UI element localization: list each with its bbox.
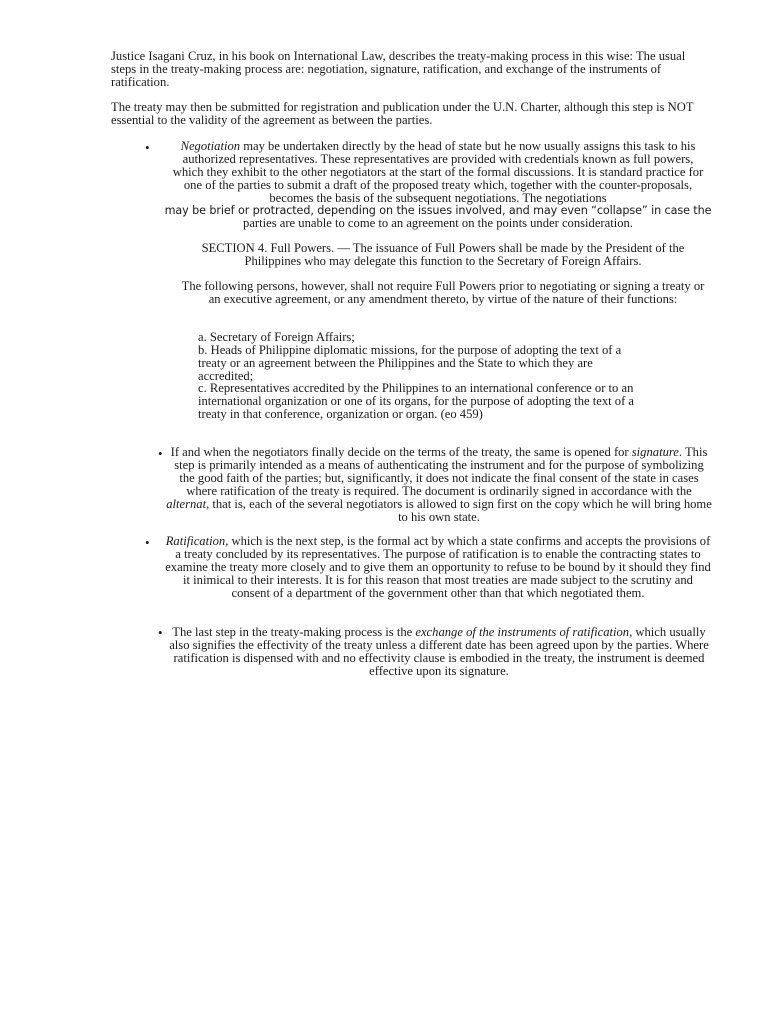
signature-text-b: . This step is primarily intended as a means of authenticating the instrument and for the purpose of symbolizing the good faith of the parties; but, significantly, it does not indicate the final consent of the state in cases where ratification of the treaty is required. The document is ordinarily signed in accordance with the [174,445,708,498]
negotiation-text-a: may be undertaken directly by the head of state but he now usually assigns this task to his authorized representatives. These representatives are provided with credentials known as full powers, which they exhibit to the other negotiators at the start of the formal discussions. It is standard practice for one of the parties to submit a draft of the proposed treaty which, together with the counter-proposals, becomes the basis of the subsequent negotiations. The negotiations [172,139,704,205]
ratification-text: , which is the next step, is the formal act by which a state confirms and accepts the provisions of a treaty concluded by its representatives. The purpose of ratification is to enable the contracting states to examine the treaty more closely and to give them an opportunity to refuse to be bound by it should they find it inimical to their interests. It is for this reason that most treaties are made subject to the scrutiny and consent of a department of the government other than that which negotiated them. [165,534,711,600]
negotiation-text-c: parties are unable to come to an agreement on the points under consideration. [243,216,633,231]
bullet-icon: • [145,535,150,550]
alternat-term: alternat [166,496,207,511]
bullet-icon: • [145,140,150,155]
signature-text-a: If and when the negotiators finally decide on the terms of the treaty, the same is opened for [170,445,632,459]
negotiation-text-b: may be brief or protracted, depending on the issues involved, and may even “collapse” in case the [164,203,712,217]
following-persons-paragraph: The following persons, however, shall not require Full Powers prior to negotiating or signing a treaty or an executive agreement, or any amendment thereto, by virtue of the nature of their functions: [181,279,705,306]
exchange-term: exchange of the instruments of ratification [415,625,630,639]
section-4-paragraph: SECTION 4. Full Powers. — The issuance of Full Powers shall be made by the President of the Philippines who may delegate this function to the Secretary of Foreign Affairs. [201,241,685,268]
exchange-paragraph [166,626,712,678]
list-item-c: c. Representatives accredited by the Philippines to an international conference or to an international organization or one of its organs, for the purpose of adopting the text of a treaty in that conference, organization or organ. (eo 459) [198,381,635,421]
bullet-icon: • [158,446,163,461]
list-item-a: a. Secretary of Foreign Affairs; [198,330,355,344]
signature-term: signature [631,445,679,459]
intro-paragraph-1: Justice Isagani Cruz, in his book on International Law, describes the treaty-making process in this wise: The usual steps in the treaty-making process are: negotiation, signature, ratification, and exchange of the instruments of ratification. [111,49,686,89]
exchange-text-b: , which usually also signifies the effectivity of the treaty unless a different date has been agreed upon by the parties. Where ratification is dispensed with and no effectivity clause is embodied in the treaty, the instrument is deemed effective upon its signature. [169,625,709,678]
list-item-b: b. Heads of Philippine diplomatic missions, for the purpose of adopting the text of a treaty or an agreement between the Philippines and the State to which they are accredited; [198,343,622,383]
signature-paragraph [166,446,712,523]
ratification-term: Ratification [165,534,226,548]
ratification-paragraph [164,535,712,600]
intro-paragraph-2: The treaty may then be submitted for registration and publication under the U.N. Charter, although this step is NOT essential to the validity of the agreement as between the parties. [111,100,694,127]
signature-text-c: , that is, each of the several negotiators is allowed to sign first on the copy which he will bring home to his own state. [206,496,712,524]
negotiation-term: Negotiation [180,139,241,153]
exchange-text-a: The last step in the treaty-making process is the [172,625,416,639]
negotiation-paragraph [164,140,712,230]
bullet-icon: • [158,625,163,640]
